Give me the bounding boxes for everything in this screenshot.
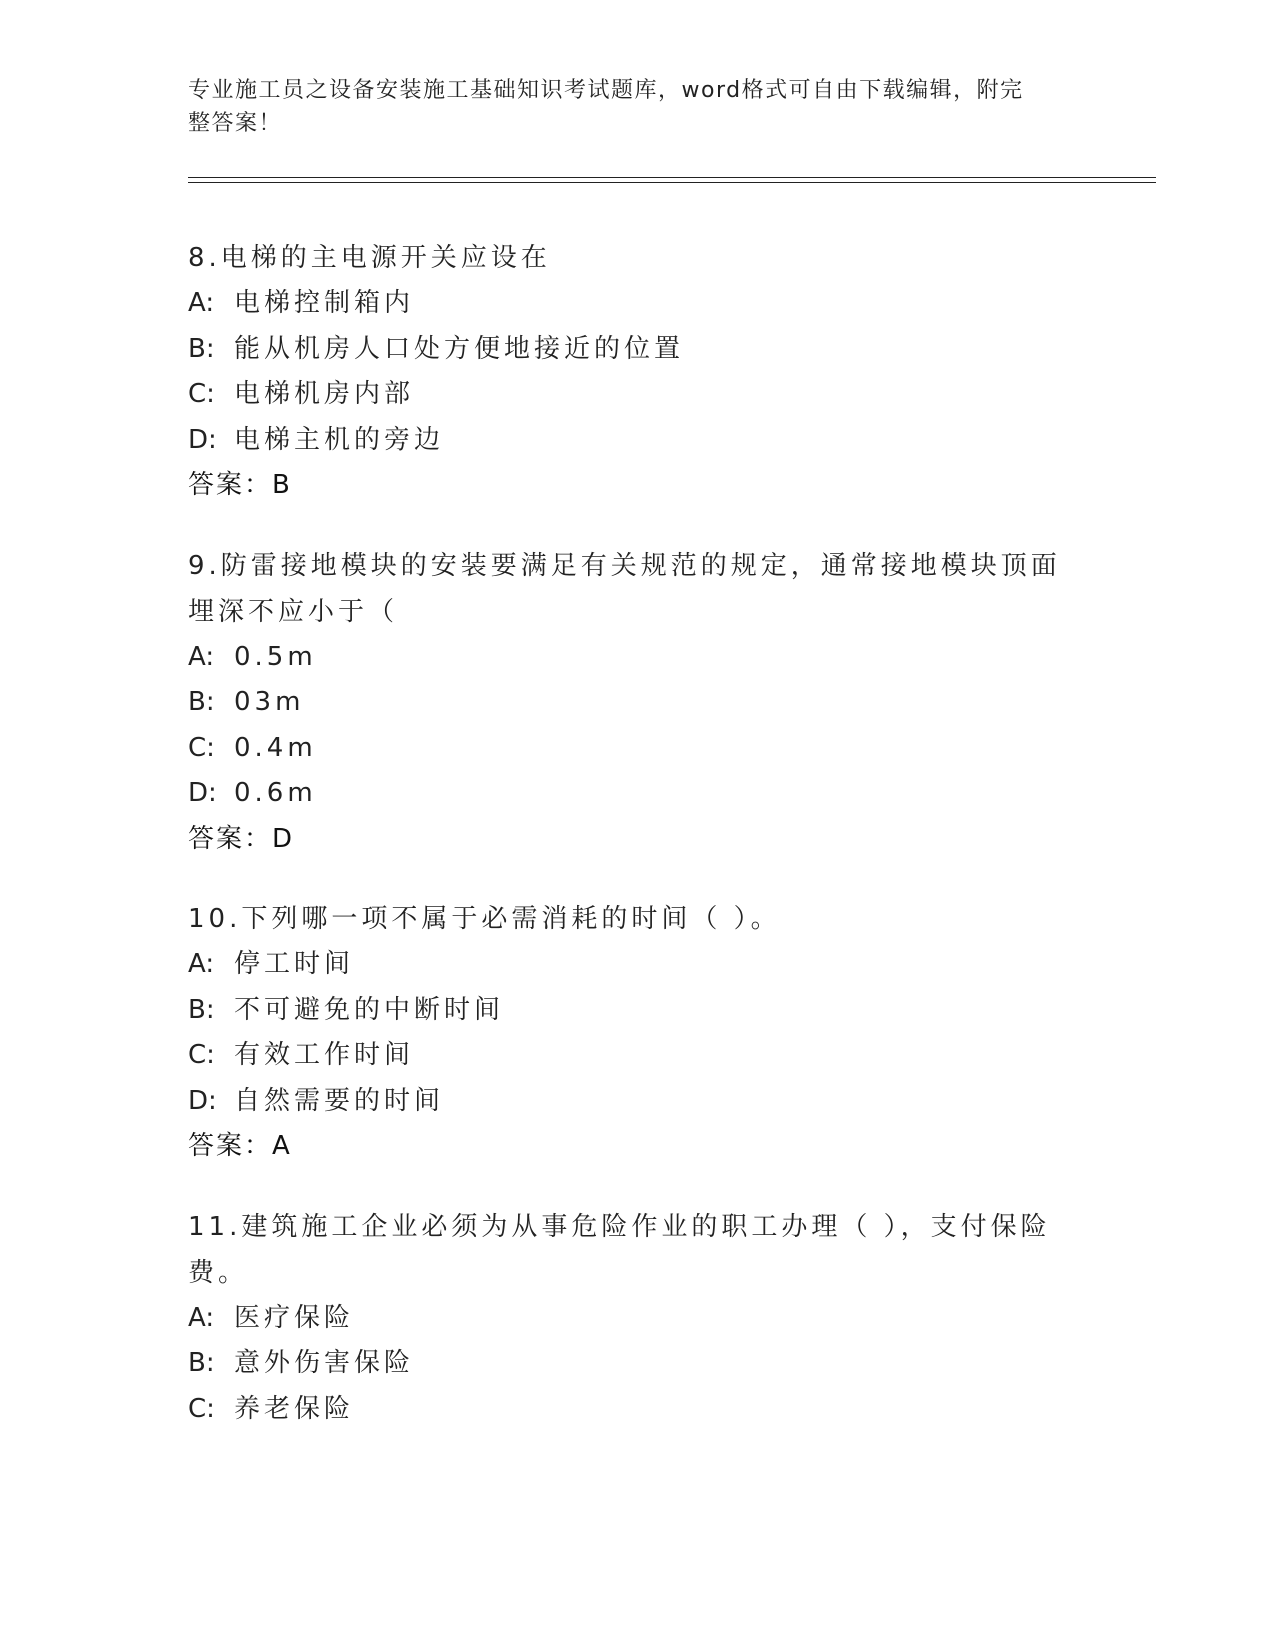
question-11 — [188, 1204, 1068, 1433]
option-text: 自然需要的时间 — [234, 1085, 445, 1116]
option-a — [188, 1296, 1068, 1342]
option-letter: B: — [188, 994, 215, 1025]
option-c — [188, 372, 1068, 418]
option-text: 有效工作时间 — [234, 1040, 415, 1070]
option-a — [188, 942, 1068, 988]
option-text: 0.6m — [234, 778, 317, 808]
option-text: 意外伤害保险 — [234, 1348, 415, 1378]
question-9 — [188, 543, 1068, 863]
option-letter: C: — [188, 1040, 215, 1070]
option-text: 电梯主机的旁边 — [234, 424, 445, 455]
option-c — [188, 1387, 1068, 1433]
question-stem: 11.建筑施工企业必须为从事危险作业的职工办理（ ），支付保险费。 — [188, 1211, 1051, 1288]
option-letter: A: — [188, 949, 215, 979]
option-d — [188, 418, 1068, 464]
option-letter: A: — [188, 288, 215, 318]
option-b — [188, 988, 1068, 1034]
option-letter: C: — [188, 1393, 215, 1424]
question-10 — [188, 896, 1068, 1170]
question-stem: 9.防雷接地模块的安装要满足有关规范的规定，通常接地模块顶面埋深不应小于（ — [188, 550, 1061, 627]
option-c — [188, 726, 1068, 772]
option-letter: B: — [188, 1348, 215, 1378]
header-line-2: 整答案！ — [188, 111, 283, 136]
option-b — [188, 1341, 1068, 1387]
option-text: 停工时间 — [234, 949, 355, 979]
option-d — [188, 771, 1068, 817]
option-text: 不可避免的中断时间 — [234, 994, 505, 1025]
answer-value: A — [272, 1131, 290, 1161]
answer-label: 答案： — [188, 823, 273, 854]
option-letter: B: — [188, 687, 215, 717]
answer-label: 答案： — [188, 1131, 273, 1161]
option-c — [188, 1033, 1068, 1079]
option-text: 养老保险 — [234, 1393, 355, 1424]
option-letter: B: — [188, 333, 215, 364]
answer-value: B — [272, 470, 290, 500]
answer-line — [188, 817, 1068, 863]
option-text: 电梯机房内部 — [234, 379, 415, 409]
option-letter: A: — [188, 1302, 215, 1333]
option-letter: D: — [188, 424, 217, 455]
header-divider-bottom — [188, 182, 1156, 183]
option-letter: C: — [188, 379, 215, 409]
answer-value: D — [272, 823, 293, 854]
option-text: 03m — [234, 687, 305, 717]
option-a — [188, 635, 1068, 681]
option-d — [188, 1079, 1068, 1125]
option-letter: A: — [188, 641, 215, 672]
answer-line — [188, 463, 1068, 509]
question-list — [188, 235, 1068, 1466]
option-b — [188, 680, 1068, 726]
option-b — [188, 327, 1068, 373]
option-letter: D: — [188, 778, 217, 808]
answer-label: 答案： — [188, 470, 273, 500]
option-letter: C: — [188, 732, 215, 763]
question-stem: 8.电梯的主电源开关应设在 — [188, 243, 551, 273]
option-text: 医疗保险 — [234, 1302, 355, 1333]
header-line-1: 专业施工员之设备安装施工基础知识考试题库，word格式可自由下载编辑，附完 — [188, 78, 1024, 103]
question-8 — [188, 235, 1068, 509]
option-text: 0.4m — [234, 732, 317, 763]
option-letter: D: — [188, 1085, 217, 1116]
header-divider-top — [188, 177, 1156, 178]
option-text: 电梯控制箱内 — [234, 288, 415, 318]
document-header — [188, 74, 1068, 140]
answer-line — [188, 1124, 1068, 1170]
option-text: 0.5m — [234, 641, 317, 672]
option-text: 能从机房人口处方便地接近的位置 — [234, 333, 685, 364]
question-stem: 10.下列哪一项不属于必需消耗的时间（ ）。 — [188, 904, 781, 934]
option-a — [188, 281, 1068, 327]
